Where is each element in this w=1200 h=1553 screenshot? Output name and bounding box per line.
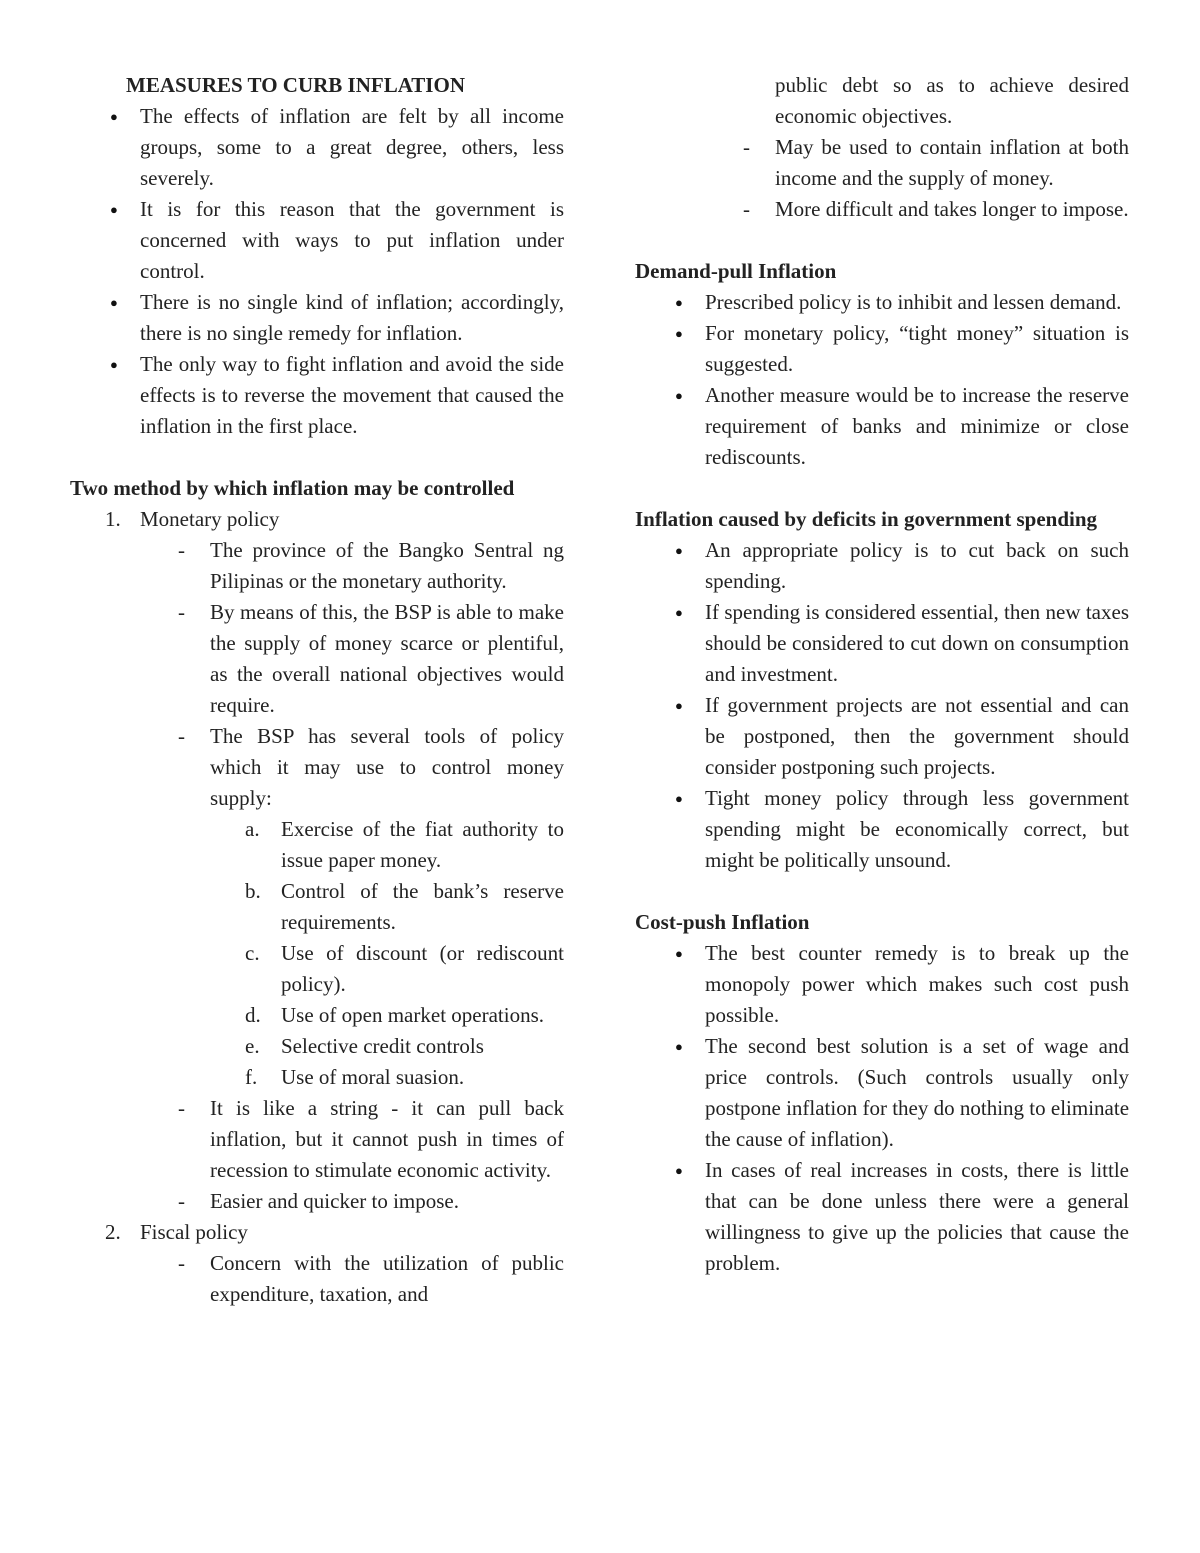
fiscal-point-text: Concern with the utilization of public expenditure, taxation, and	[210, 1251, 564, 1306]
letter-marker: c.	[245, 941, 260, 965]
intro-bullet: ● The only way to fight inflation and avoid the side effects is to reverse the movement that caused the inflation in the first place.	[70, 349, 564, 442]
cost-push-bullet: ● The second best solution is a set of wage and price controls. (Such controls usually only postpone inflation for they do nothing to eliminate the cause of inflation).	[635, 1031, 1129, 1155]
letter-marker: d.	[245, 1003, 261, 1027]
fiscal-policy-label: Fiscal policy	[140, 1220, 248, 1244]
fiscal-point-text: More difficult and takes longer to impose.	[775, 197, 1129, 221]
list-number: 2.	[105, 1220, 121, 1244]
deficit-bullet: ● Tight money policy through less government spending might be economically correct, but might be politically unsound.	[635, 783, 1129, 876]
monetary-point	[70, 1093, 564, 1186]
left-column	[70, 70, 564, 1310]
deficit-bullet: ● If spending is considered essential, then new taxes should be considered to cut down on consumption and investment.	[635, 597, 1129, 690]
spacer	[635, 225, 1129, 256]
monetary-point	[70, 1186, 564, 1217]
tool-text: Use of open market operations.	[281, 1003, 545, 1027]
spacer	[70, 442, 564, 473]
right-column	[635, 70, 1129, 1279]
cost-push-bullet: ● The best counter remedy is to break up the monopoly power which makes such cost push possible.	[635, 938, 1129, 1031]
letter-marker: e.	[245, 1034, 260, 1058]
tool-text: Use of moral suasion.	[281, 1065, 465, 1089]
list-number: 1.	[105, 507, 121, 531]
fiscal-point-continued: public debt so as to achieve desired economic objectives.	[775, 73, 1129, 128]
cost-push-bullet: ● In cases of real increases in costs, there is little that can be done unless there were a general willingness to give up the policies that cause the problem.	[635, 1155, 1129, 1279]
deficit-bullet: ● If government projects are not essential and can be postponed, then the government should consider postponing such projects.	[635, 690, 1129, 783]
dash-marker: -	[743, 197, 750, 221]
intro-bullet: ● It is for this reason that the government is concerned with ways to put inflation under control.	[70, 194, 564, 287]
tool-item	[70, 814, 564, 876]
intro-bullet: ● The effects of inflation are felt by all income groups, some to a great degree, others, less severely.	[70, 101, 564, 194]
fiscal-point	[635, 132, 1129, 194]
tool-item	[70, 876, 564, 938]
dash-marker: -	[178, 538, 185, 562]
letter-marker: f.	[245, 1065, 258, 1089]
monetary-point-text: The BSP has several tools of policy which it may use to control money supply:	[210, 724, 564, 810]
tool-text: Selective credit controls	[281, 1034, 484, 1058]
spacer	[635, 876, 1129, 907]
intro-bullet: ● There is no single kind of inflation; accordingly, there is no single remedy for inflation.	[70, 287, 564, 349]
monetary-point-text: It is like a string - it can pull back inflation, but it cannot push in times of recession to stimulate economic activity.	[210, 1096, 564, 1182]
fiscal-point-text: May be used to contain inflation at both income and the supply of money.	[775, 135, 1129, 190]
monetary-point-text: By means of this, the BSP is able to make the supply of money scarce or plentiful, as the overall national objectives would require.	[210, 600, 564, 717]
tool-text: Use of discount (or rediscount policy).	[281, 941, 564, 996]
tool-item	[70, 1062, 564, 1093]
deficit-bullet: ● An appropriate policy is to cut back on such spending.	[635, 535, 1129, 597]
tool-text: Exercise of the fiat authority to issue paper money.	[281, 817, 564, 872]
demand-pull-bullet: ● Prescribed policy is to inhibit and lessen demand.	[635, 287, 1129, 318]
monetary-point	[70, 597, 564, 721]
fiscal-point	[635, 194, 1129, 225]
monetary-point	[70, 721, 564, 814]
dash-marker: -	[743, 135, 750, 159]
spacer	[635, 473, 1129, 504]
demand-pull-bullet: ● For monetary policy, “tight money” situation is suggested.	[635, 318, 1129, 380]
dash-marker: -	[178, 1251, 185, 1275]
demand-pull-bullet: ● Another measure would be to increase the reserve requirement of banks and minimize or close rediscounts.	[635, 380, 1129, 473]
monetary-point-text: The province of the Bangko Sentral ng Pilipinas or the monetary authority.	[210, 538, 564, 593]
deficit-heading: Inflation caused by deficits in government spending	[635, 507, 1098, 531]
dash-marker: -	[178, 1189, 185, 1213]
dash-marker: -	[178, 600, 185, 624]
monetary-policy-label: Monetary policy	[140, 507, 280, 531]
dash-marker: -	[178, 724, 185, 748]
fiscal-point	[70, 1248, 564, 1310]
tool-item	[70, 1000, 564, 1031]
tool-text: Control of the bank’s reserve requirements.	[281, 879, 564, 934]
monetary-policy-item	[70, 504, 564, 535]
tool-item	[70, 938, 564, 1000]
page-title: MEASURES TO CURB INFLATION	[126, 73, 465, 97]
methods-heading: Two method by which inflation may be controlled	[70, 476, 515, 500]
letter-marker: a.	[245, 817, 260, 841]
fiscal-policy-item	[70, 1217, 564, 1248]
monetary-point-text: Easier and quicker to impose.	[210, 1189, 460, 1213]
tool-item	[70, 1031, 564, 1062]
demand-pull-heading: Demand-pull Inflation	[635, 259, 837, 283]
cost-push-heading: Cost-push Inflation	[635, 910, 810, 934]
dash-marker: -	[178, 1096, 185, 1120]
monetary-point	[70, 535, 564, 597]
letter-marker: b.	[245, 879, 261, 903]
